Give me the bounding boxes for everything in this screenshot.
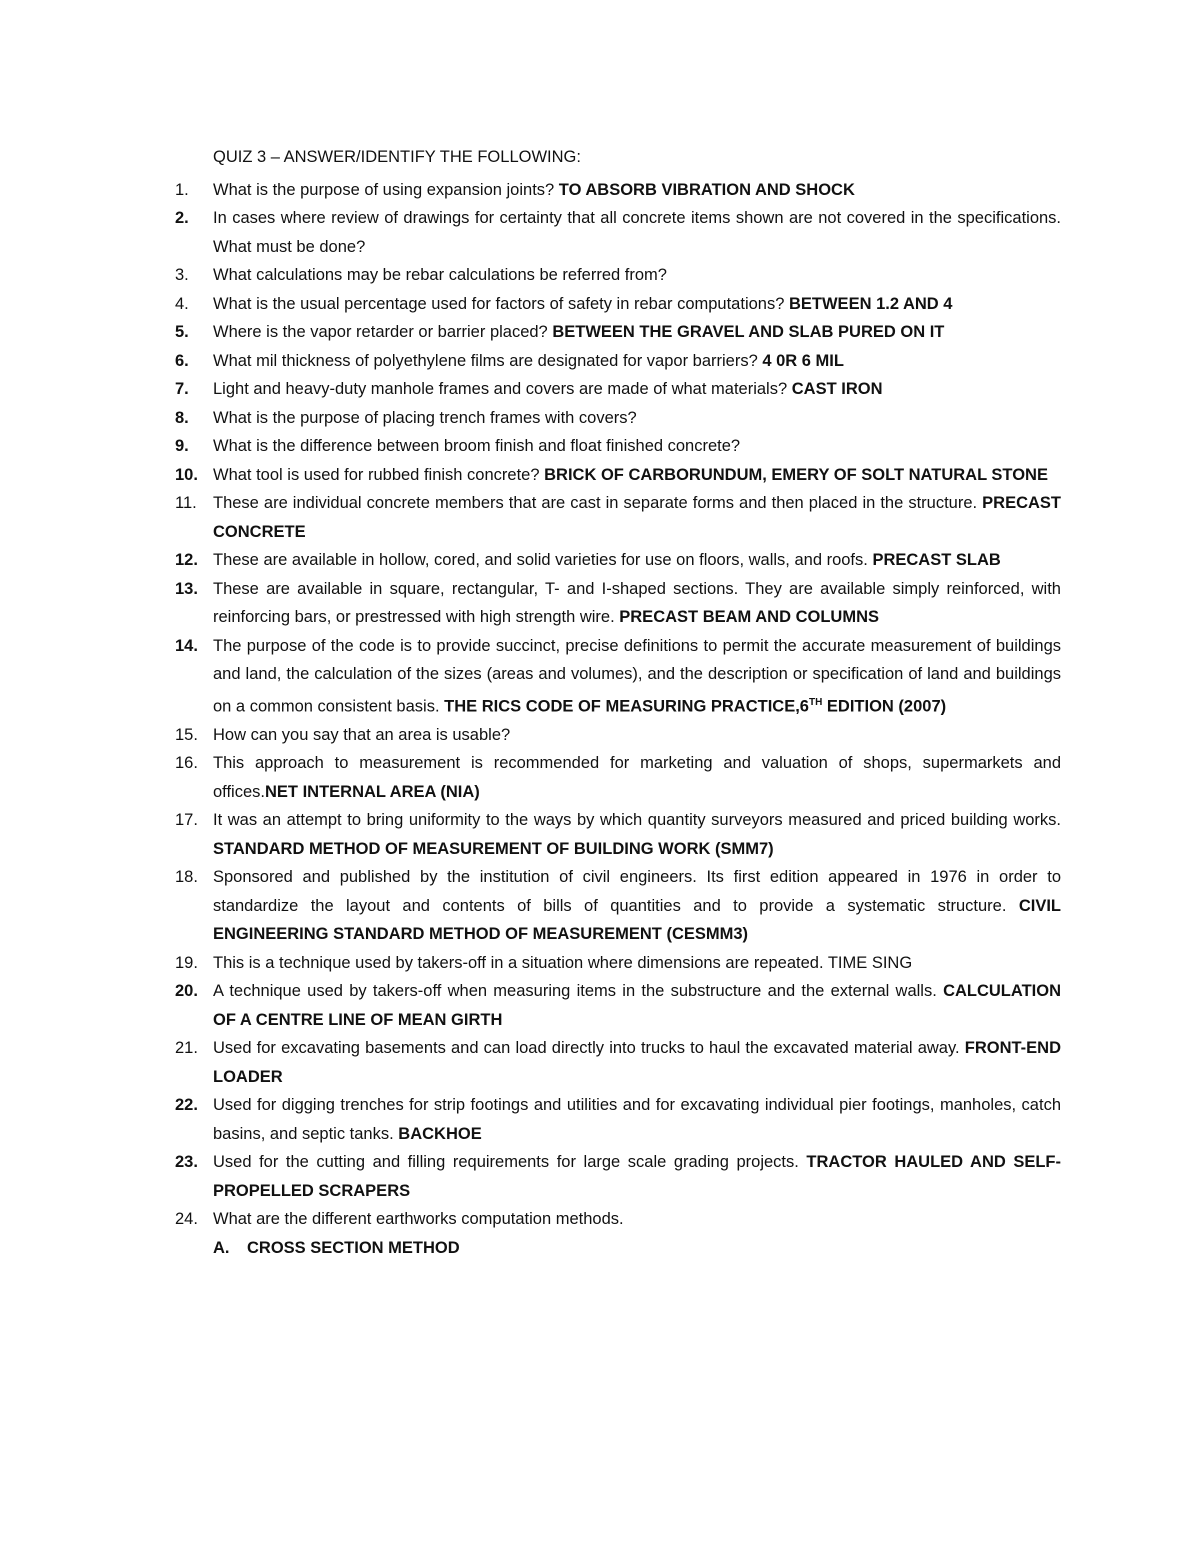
question-item [175, 290, 1061, 319]
question-number: 3. [175, 266, 189, 284]
answer-text: PRECAST BEAM AND COLUMNS [619, 608, 879, 626]
answer-text: CIVIL ENGINEERING STANDARD METHOD OF MEASUREMENT (CESMM3) [213, 896, 1061, 943]
question-item [175, 461, 1061, 490]
question-text: In cases where review of drawings for certainty that all concrete items shown are not covered in the specifications. What must be done? [213, 209, 1061, 256]
question-item [175, 347, 1061, 376]
question-item [175, 204, 1061, 261]
answer-text: PRECAST CONCRETE [213, 494, 1061, 541]
question-number: 7. [175, 380, 189, 398]
answer-text: BACKHOE [398, 1124, 482, 1143]
question-item [175, 1205, 1061, 1262]
answer-text: PRECAST SLAB [872, 551, 1001, 569]
sub-answer-letter: A. [213, 1238, 230, 1257]
question-text: Light and heavy-duty manhole frames and covers are made of what materials? [213, 380, 792, 398]
answer-text: BRICK OF CARBORUNDUM, EMERY OF SOLT NATURAL STONE [544, 465, 1048, 484]
sub-answer-text: CROSS SECTION METHOD [247, 1238, 460, 1257]
question-text: Where is the vapor retarder or barrier placed? [213, 323, 553, 341]
question-number: 8. [175, 408, 189, 427]
question-item [175, 404, 1061, 433]
sub-answer-item [213, 1234, 1061, 1263]
answer-superscript: TH [809, 696, 823, 708]
question-number: 6. [175, 351, 189, 370]
answer-text: THE RICS CODE OF MEASURING PRACTICE,6 [444, 697, 809, 715]
question-item [175, 1034, 1061, 1091]
question-text: What tool is used for rubbed finish concrete? [213, 465, 545, 484]
question-item [175, 949, 1061, 978]
question-number: 24. [175, 1210, 198, 1228]
sub-answer-list [213, 1234, 1061, 1263]
question-number: 20. [175, 982, 198, 1000]
question-number: 18. [175, 868, 198, 886]
question-text: This approach to measurement is recommended for marketing and valuation of shops, supermarkets and offices. [213, 754, 1061, 801]
question-text: Sponsored and published by the institution of civil engineers. Its first edition appeared in 1976 in order to standardize the layout and contents of bills of quantities and to provide a systematic structure. [213, 868, 1061, 915]
question-item [175, 977, 1061, 1034]
question-number: 19. [175, 953, 198, 972]
question-item [175, 575, 1061, 632]
question-item [175, 806, 1061, 863]
question-number: 22. [175, 1096, 198, 1114]
question-text: These are available in square, rectangular, T- and I-shaped sections. They are available simply reinforced, with reinforcing bars, or prestressed with high strength wire. [213, 579, 1061, 626]
answer-text: CAST IRON [791, 380, 883, 398]
question-item [175, 1091, 1061, 1148]
answer-text: TRACTOR HAULED AND SELF-PROPELLED SCRAPERS [213, 1153, 1062, 1200]
question-item [175, 632, 1061, 721]
question-item [175, 546, 1061, 575]
document-body [175, 143, 1062, 1262]
question-text: Used for digging trenches for strip footings and utilities and for excavating individual pier footings, manholes, catch basins, and septic tanks. [213, 1096, 1061, 1143]
question-number: 5. [175, 323, 189, 341]
question-item [175, 176, 1061, 205]
question-number: 14. [175, 636, 198, 655]
question-text: What are the different earthworks computation methods. [213, 1210, 624, 1228]
answer-text: CALCULATION OF A CENTRE LINE OF MEAN GIRTH [213, 982, 1061, 1029]
answer-text: BETWEEN THE GRAVEL AND SLAB PURED ON IT [552, 323, 945, 341]
answer-text-tail: EDITION (2007) [822, 697, 947, 715]
question-text: How can you say that an area is usable? [213, 725, 511, 744]
answer-text: STANDARD METHOD OF MEASUREMENT OF BUILDING WORK (SMM7) [213, 839, 774, 858]
question-text: What is the purpose of placing trench frames with covers? [213, 408, 637, 427]
question-number: 13. [175, 579, 198, 598]
question-number: 2. [175, 209, 189, 227]
question-number: 17. [175, 811, 198, 829]
question-text: What is the difference between broom finish and float finished concrete? [213, 437, 741, 455]
question-item [175, 489, 1061, 546]
question-item [175, 721, 1061, 750]
question-text: What mil thickness of polyethylene films are designated for vapor barriers? [213, 351, 763, 370]
question-text: What is the usual percentage used for factors of safety in rebar computations? [213, 294, 789, 313]
question-text: These are individual concrete members that are cast in separate forms and then placed in the structure. [213, 494, 983, 512]
question-text: A technique used by takers-off when measuring items in the substructure and the external walls. [213, 982, 944, 1000]
question-text: The purpose of the code is to provide succinct, precise definitions to permit the accurate measurement of buildings and land, the calculation of the sizes (areas and volumes), and the description or specification of land and buildings on a common consistent basis. [213, 636, 1061, 715]
answer-text: FRONT-END LOADER [213, 1039, 1061, 1086]
question-number: 15. [175, 725, 198, 744]
question-number: 11. [175, 494, 197, 512]
question-number: 16. [175, 754, 198, 772]
question-number: 4. [175, 294, 189, 313]
question-number: 21. [175, 1039, 198, 1057]
answer-text: TO ABSORB VIBRATION AND SHOCK [558, 180, 855, 199]
question-item [175, 749, 1061, 806]
question-item [175, 318, 1061, 347]
question-list [175, 176, 1062, 1263]
question-item [175, 375, 1061, 404]
question-number: 23. [175, 1153, 198, 1171]
question-text: What calculations may be rebar calculations be referred from? [213, 266, 667, 284]
answer-text: BETWEEN 1.2 AND 4 [788, 294, 953, 313]
question-text: Used for the cutting and filling requirements for large scale grading projects. [213, 1153, 807, 1171]
quiz-title: QUIZ 3 – ANSWER/IDENTIFY THE FOLLOWING: [213, 148, 581, 166]
question-item [175, 1148, 1062, 1205]
question-number: 10. [175, 465, 198, 484]
question-text: These are available in hollow, cored, and solid varieties for use on floors, walls, and roofs. [213, 551, 873, 569]
question-text: It was an attempt to bring uniformity to the ways by which quantity surveyors measured and priced building works. [213, 811, 1061, 829]
question-number: 12. [175, 551, 198, 569]
question-number: 9. [175, 437, 189, 455]
question-item [175, 432, 1061, 461]
answer-text: NET INTERNAL AREA (NIA) [264, 782, 480, 801]
question-text: This is a technique used by takers-off in a situation where dimensions are repeated. TIME SING [213, 953, 913, 972]
answer-text: 4 0R 6 MIL [762, 351, 844, 370]
question-item [175, 261, 1061, 290]
question-text: What is the purpose of using expansion joints? [213, 180, 559, 199]
question-text: Used for excavating basements and can load directly into trucks to haul the excavated material away. [213, 1039, 965, 1057]
question-item [175, 863, 1061, 949]
question-number: 1. [175, 180, 189, 199]
